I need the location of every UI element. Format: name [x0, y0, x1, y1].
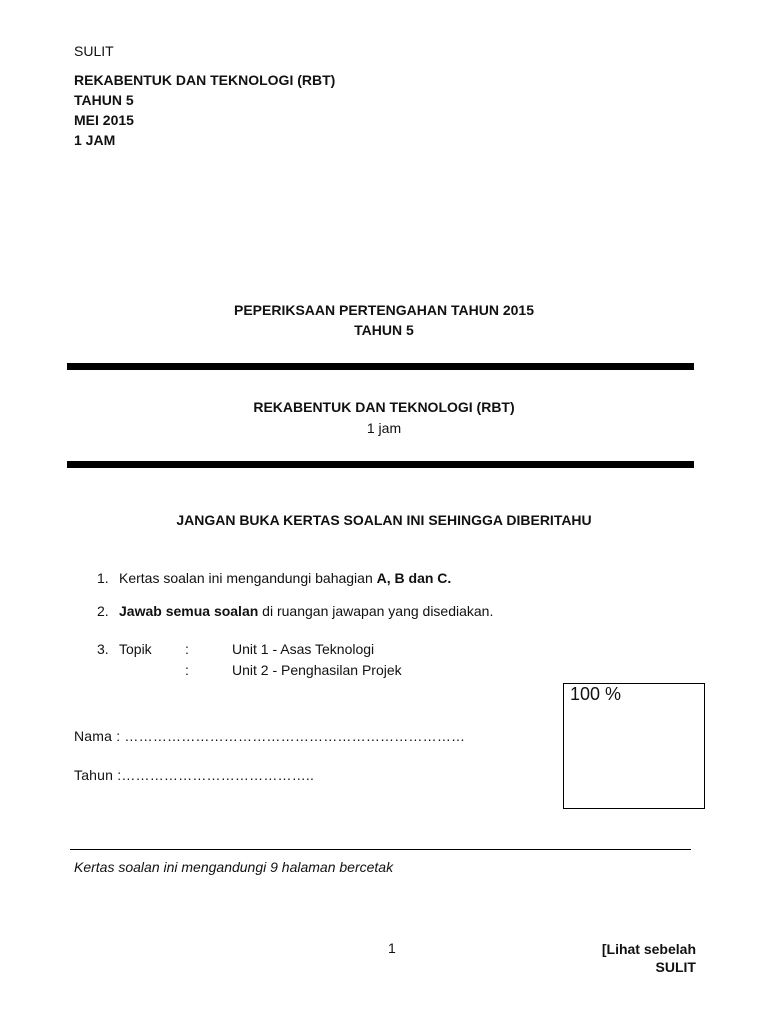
instruction-2-number: 2.: [97, 603, 109, 619]
exam-title: [0, 300, 768, 340]
year-field[interactable]: Tahun :…………………………………..: [74, 767, 315, 783]
bottom-divider: [67, 461, 694, 468]
footer-rule: [70, 849, 691, 850]
subject-block: [0, 397, 768, 439]
footer-classification: SULIT: [655, 959, 696, 975]
instruction-1-number: 1.: [97, 570, 109, 586]
exam-title-text: PEPERIKSAAN PERTENGAHAN TAHUN 2015: [233, 302, 534, 318]
header-year: TAHUN 5: [74, 92, 134, 108]
instruction-1: [97, 570, 451, 586]
topic-colon-1: :: [185, 641, 189, 657]
topic-unit-2: Unit 2 - Penghasilan Projek: [232, 662, 402, 678]
page-number: 1: [388, 940, 396, 956]
top-divider: [67, 363, 694, 370]
instruction-2: [97, 603, 493, 619]
topic-colon-2: :: [185, 662, 189, 678]
score-value: 100 %: [570, 684, 622, 704]
warning-text: JANGAN BUKA KERTAS SOALAN INI SEHINGGA DIBERITAHU: [176, 512, 592, 528]
header-block: [74, 70, 335, 150]
turn-over-text: [Lihat sebelah: [601, 941, 696, 957]
classification-label: SULIT: [74, 43, 114, 59]
instruction-3: [97, 639, 402, 681]
subject-title: REKABENTUK DAN TEKNOLOGI (RBT): [253, 399, 515, 415]
topic-label: Topik: [119, 641, 152, 657]
exam-year: TAHUN 5: [354, 322, 414, 338]
instruction-3-number: 3.: [97, 641, 109, 657]
page-count-note: Kertas soalan ini mengandungi 9 halaman bercetak: [74, 859, 394, 875]
instruction-1-bold: A, B dan C.: [376, 570, 452, 586]
instruction-2-text: di ruangan jawapan yang disediakan.: [258, 603, 494, 619]
name-field[interactable]: Nama : ………………………………………………………………: [74, 728, 466, 744]
subject-duration: 1 jam: [366, 420, 402, 436]
instruction-1-text: Kertas soalan ini mengandungi bahagian: [119, 570, 377, 586]
header-subject: REKABENTUK DAN TEKNOLOGI (RBT): [74, 72, 336, 88]
header-duration: 1 JAM: [74, 132, 116, 148]
topic-unit-1: Unit 1 - Asas Teknologi: [232, 641, 375, 657]
instruction-2-bold: Jawab semua soalan: [119, 603, 259, 619]
score-box: [563, 683, 705, 809]
footer-block: [540, 940, 696, 976]
header-date: MEI 2015: [74, 112, 134, 128]
